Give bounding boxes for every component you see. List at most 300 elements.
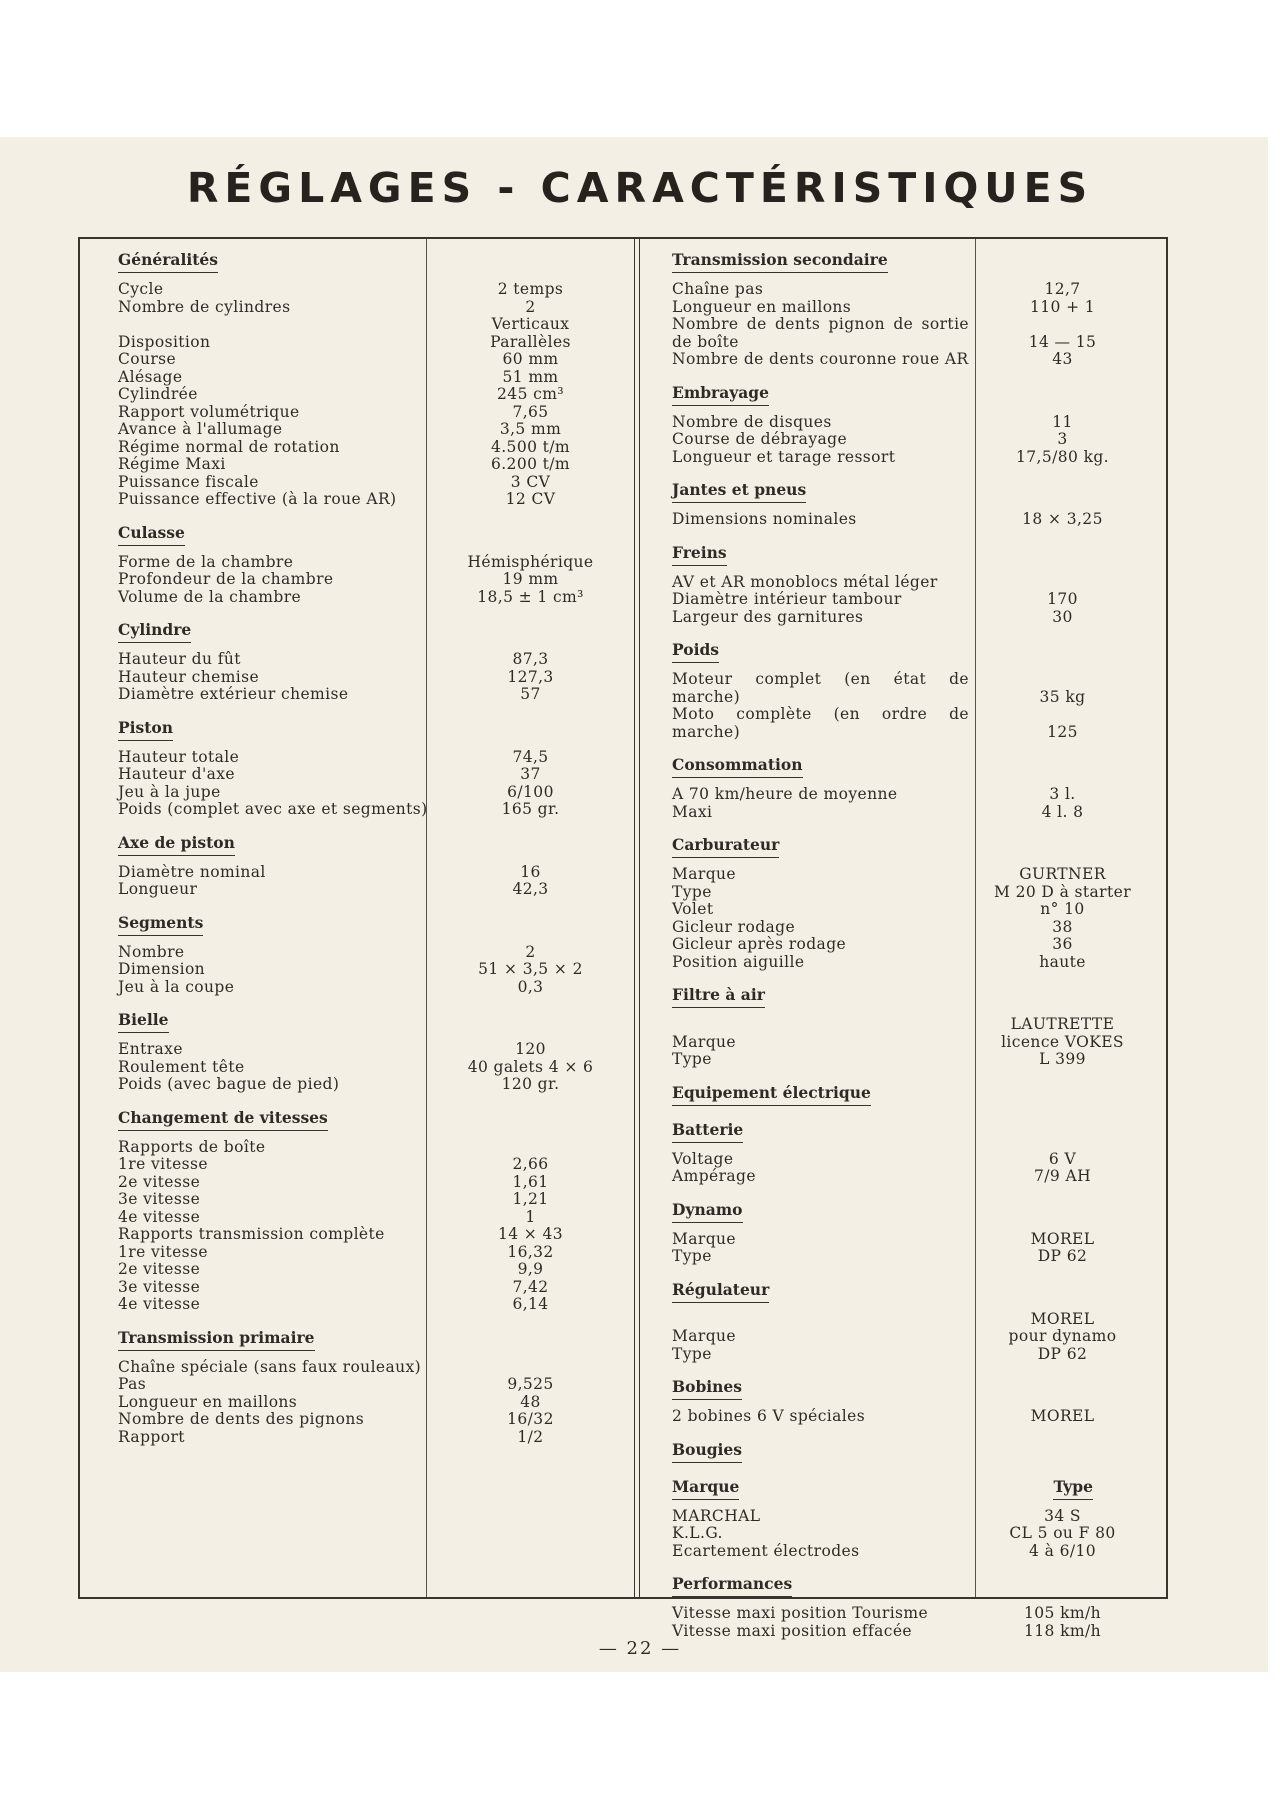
spec-value: 7,42	[512, 1277, 549, 1296]
spec-label: Maxi	[672, 802, 713, 821]
section-title: Transmission secondaire	[672, 250, 888, 273]
spec-row	[672, 609, 1156, 627]
section-header	[118, 1010, 633, 1041]
spec-label: Rapport volumétrique	[118, 402, 300, 421]
section-bobines	[672, 1377, 1156, 1426]
spec-label: Course	[118, 350, 177, 368]
spec-label: 1re vitesse	[118, 1155, 208, 1173]
spec-label: 4e vitesse	[118, 1295, 201, 1313]
spec-label: 3e vitesse	[118, 1277, 201, 1296]
section-title: Performances	[672, 1574, 792, 1597]
spec-value: 51 mm	[502, 367, 559, 386]
section-dynamo	[672, 1200, 1156, 1266]
spec-label: Voltage	[672, 1149, 734, 1168]
spec-label: Chaîne pas	[672, 280, 764, 298]
spec-value: GURTNER	[1019, 865, 1106, 883]
spec-row	[672, 706, 1156, 741]
spec-value: 30	[1052, 607, 1073, 626]
spec-value: 12 CV	[505, 490, 556, 508]
spec-row	[672, 1168, 1156, 1186]
spec-row	[118, 801, 633, 819]
spec-value: 60 mm	[502, 350, 559, 368]
section-header	[118, 913, 633, 944]
section-header	[672, 640, 1156, 671]
spec-value: 9,9	[517, 1260, 544, 1278]
spec-row	[672, 431, 1156, 449]
spec-label: Course de débrayage	[672, 430, 848, 448]
spec-label: Hauteur d'axe	[118, 765, 235, 783]
spec-value: 7,65	[512, 402, 549, 421]
section-title: Jantes et pneus	[672, 480, 806, 503]
section-filtre-a-air	[672, 985, 1156, 1069]
spec-row	[672, 1016, 1156, 1051]
spec-value: 120 gr.	[501, 1075, 560, 1093]
section-title: Segments	[118, 913, 203, 936]
spec-label: Longueur	[118, 880, 198, 898]
section-header	[672, 1377, 1156, 1408]
spec-label: Hauteur totale	[118, 747, 240, 766]
section-header	[672, 1440, 1156, 1463]
section-title: Axe de piston	[118, 833, 235, 856]
spec-label: Type	[672, 1344, 712, 1363]
spec-value: 165 gr.	[501, 800, 560, 818]
spec-label: Ecartement électrodes	[672, 1541, 860, 1560]
spec-label: Poids (complet avec axe et segments)	[118, 800, 428, 818]
spec-row	[672, 281, 1156, 299]
spec-row	[118, 1076, 633, 1094]
spec-row	[672, 316, 1156, 351]
spec-value: 14 — 15	[1028, 332, 1097, 351]
spec-label: Nombre de dents des pignons	[118, 1410, 365, 1428]
section-header	[672, 1200, 1156, 1231]
spec-row	[118, 1209, 633, 1227]
spec-label: Nombre de disques	[672, 412, 832, 431]
spec-label: Largeur des garnitures	[672, 607, 864, 626]
spec-value: 74,5	[512, 747, 549, 766]
spec-row	[118, 589, 633, 607]
spec-label: Gicleur après rodage	[672, 935, 847, 953]
section-header	[672, 1280, 1156, 1311]
spec-row	[118, 439, 633, 457]
spec-label: Cylindrée	[118, 385, 198, 403]
spec-value: 1,21	[512, 1190, 549, 1208]
section-title: Batterie	[672, 1120, 743, 1143]
spec-row	[672, 1248, 1156, 1266]
spec-label: Rapport	[118, 1427, 185, 1446]
section-freins	[672, 543, 1156, 627]
spec-value: 6/100	[507, 782, 554, 801]
spec-row	[118, 784, 633, 802]
spec-row	[118, 1394, 633, 1412]
spec-value: 2,66	[512, 1155, 549, 1173]
spec-value: 43	[1052, 350, 1073, 368]
spec-row	[672, 351, 1156, 369]
spec-value: 18,5 ± 1 cm³	[477, 587, 584, 606]
spec-row	[118, 456, 633, 474]
spec-row	[672, 901, 1156, 919]
section-header	[118, 620, 633, 651]
section-title: Changement de vitesses	[118, 1108, 328, 1131]
spec-value: 105 km/h	[1023, 1604, 1101, 1622]
spec-value: 37	[520, 765, 541, 783]
section-title: Carburateur	[672, 835, 779, 858]
spec-label: Gicleur rodage	[672, 917, 796, 936]
spec-value: 6 V	[1048, 1149, 1077, 1168]
spec-value: 17,5/80 kg.	[1015, 447, 1110, 466]
spec-row	[672, 1051, 1156, 1069]
spec-row	[672, 884, 1156, 902]
spec-value: 16,32	[507, 1242, 554, 1261]
section-transmission-secondaire	[672, 250, 1156, 369]
section-title: Piston	[118, 718, 173, 741]
spec-row	[672, 936, 1156, 954]
spec-label: Nombre de dents pignon de sortie de boîte	[672, 315, 969, 351]
spec-row	[118, 369, 633, 387]
spec-value: 9,525	[507, 1375, 554, 1393]
spec-value: 3 CV	[510, 472, 551, 491]
spec-label: Puissance effective (à la roue AR)	[118, 490, 397, 508]
spec-label: Rapports de boîte	[118, 1137, 266, 1156]
spec-value: MOREL pour dynamo	[1008, 1309, 1117, 1345]
section-header	[672, 1120, 1156, 1151]
section-changement-de-vitesses	[118, 1108, 633, 1314]
spec-value: 19 mm	[502, 570, 559, 588]
spec-value: 12,7	[1044, 280, 1081, 298]
spec-value: 42,3	[512, 880, 549, 898]
section-title: Généralités	[118, 250, 218, 273]
spec-label: Forme de la chambre	[118, 552, 294, 571]
spec-row	[118, 669, 633, 687]
spec-row	[118, 1359, 633, 1377]
spec-row	[672, 591, 1156, 609]
section-title: Filtre à air	[672, 985, 765, 1008]
spec-value: 40 galets 4 × 6	[467, 1057, 594, 1076]
spec-value: Verticaux Parallèles	[490, 315, 571, 351]
spec-row	[118, 881, 633, 899]
spec-row	[672, 1408, 1156, 1426]
section-batterie	[672, 1120, 1156, 1186]
spec-row	[118, 474, 633, 492]
section-title: Bobines	[672, 1377, 742, 1400]
spec-label: Diamètre nominal	[118, 862, 266, 881]
spec-label: 2e vitesse	[118, 1260, 201, 1278]
section-poids	[672, 640, 1156, 741]
spec-row	[118, 749, 633, 767]
spec-label: Volume de la chambre	[118, 587, 302, 606]
spec-label: Profondeur de la chambre	[118, 570, 334, 588]
section-title: Dynamo	[672, 1200, 743, 1223]
spec-value: 14 × 43	[497, 1225, 564, 1243]
section-title-type: Type	[1053, 1477, 1093, 1500]
section-header	[672, 250, 1156, 281]
spec-label: AV et AR monoblocs métal léger	[672, 572, 938, 591]
spec-label: Hauteur du fût	[118, 650, 241, 668]
spec-label: Rapports transmission complète	[118, 1225, 385, 1243]
spec-label: Type	[672, 1050, 712, 1068]
section-header	[118, 1328, 633, 1359]
spec-value: 2	[525, 297, 536, 316]
spec-row	[118, 1376, 633, 1394]
spec-label: Alésage	[118, 367, 183, 386]
spec-row	[118, 421, 633, 439]
spec-value: 87,3	[512, 650, 549, 668]
spec-label: Nombre	[118, 942, 185, 961]
spec-label: Dimensions nominales	[672, 510, 857, 528]
spec-row	[672, 1605, 1156, 1623]
section-title: Marque	[672, 1477, 739, 1500]
spec-value: 3 l.	[1049, 785, 1076, 803]
spec-value: 34 S	[1044, 1506, 1081, 1525]
section-header	[118, 833, 633, 864]
section-equipement-electrique	[672, 1083, 1156, 1106]
spec-row	[118, 1279, 633, 1297]
spec-row	[672, 919, 1156, 937]
section-title: Consommation	[672, 755, 803, 778]
spec-value: 1,61	[512, 1172, 549, 1191]
spec-row	[672, 1543, 1156, 1561]
spec-label: Disposition	[118, 332, 211, 351]
spec-value: CL 5 ou F 80	[1009, 1524, 1116, 1542]
spec-value: M 20 D à starter	[993, 882, 1131, 901]
spec-value: 7/9 AH	[1034, 1167, 1091, 1185]
spec-value: 11	[1052, 412, 1073, 431]
spec-value: LAUTRETTE licence VOKES	[1001, 1015, 1124, 1051]
spec-label: Dimension	[118, 960, 206, 978]
spec-row	[118, 571, 633, 589]
spec-label: Vitesse maxi position Tourisme	[672, 1604, 929, 1622]
spec-label: Volet	[672, 900, 714, 918]
spec-value: 1	[525, 1207, 536, 1226]
section-jantes-et-pneus	[672, 480, 1156, 529]
spec-label: Longueur et tarage ressort	[672, 447, 896, 466]
section-generalites	[118, 250, 633, 509]
spec-value: MOREL	[1030, 1229, 1095, 1248]
spec-row	[118, 1139, 633, 1157]
spec-label: Jeu à la coupe	[118, 977, 235, 996]
spec-value: 35 kg	[1039, 687, 1086, 706]
spec-value: 48	[520, 1392, 541, 1411]
spec-row	[672, 1231, 1156, 1249]
spec-value: 4 l. 8	[1041, 802, 1084, 821]
section-title: Transmission primaire	[118, 1328, 315, 1351]
spec-value: 1/2	[517, 1427, 544, 1446]
spec-row	[118, 1261, 633, 1279]
spec-row	[118, 686, 633, 704]
section-title: Bielle	[118, 1010, 169, 1033]
section-consommation	[672, 755, 1156, 821]
spec-row	[672, 1151, 1156, 1169]
section-bougies	[672, 1440, 1156, 1463]
spec-value: 125	[1047, 722, 1078, 741]
spec-label: Diamètre intérieur tambour	[672, 590, 902, 608]
spec-label: 2e vitesse	[118, 1172, 201, 1191]
section-axe-de-piston	[118, 833, 633, 899]
page-title: RÉGLAGES - CARACTÉRISTIQUES	[186, 164, 1094, 212]
spec-value: 38	[1052, 917, 1073, 936]
spec-row	[672, 511, 1156, 529]
spec-label: Position aiguille	[672, 952, 805, 971]
spec-row	[672, 866, 1156, 884]
spec-label: Marque	[672, 1327, 736, 1345]
spec-row	[118, 1156, 633, 1174]
spec-label: Régime Maxi	[118, 455, 226, 473]
section-performances	[672, 1574, 1156, 1640]
spec-label: Pas	[118, 1375, 147, 1393]
spec-label: Puissance fiscale	[118, 472, 259, 491]
spec-row	[118, 386, 633, 404]
spec-row	[672, 299, 1156, 317]
spec-row	[118, 1429, 633, 1447]
spec-label: 4e vitesse	[118, 1207, 201, 1226]
spec-label: Marque	[672, 865, 736, 883]
spec-label: 2 bobines 6 V spéciales	[672, 1407, 866, 1425]
spec-row	[672, 574, 1156, 592]
section-header	[118, 523, 633, 554]
spec-row	[118, 1411, 633, 1429]
spec-row	[672, 449, 1156, 467]
spec-label: 3e vitesse	[118, 1190, 201, 1208]
spec-label: Diamètre extérieur chemise	[118, 685, 349, 703]
spec-row	[672, 1346, 1156, 1364]
spec-label: A 70 km/heure de moyenne	[672, 785, 898, 803]
spec-value: 3	[1057, 430, 1068, 448]
spec-label: Vitesse maxi position effacée	[672, 1621, 912, 1640]
spec-value: DP 62	[1037, 1247, 1088, 1265]
section-cylindre	[118, 620, 633, 704]
spec-value: haute	[1039, 952, 1086, 971]
spec-row	[118, 1296, 633, 1314]
section-title: Bougies	[672, 1440, 742, 1463]
section-header	[672, 543, 1156, 574]
spec-row	[118, 1174, 633, 1192]
spec-value: 57	[520, 685, 541, 703]
spec-label: Cycle	[118, 280, 164, 298]
spec-label: Longueur en maillons	[118, 1392, 298, 1411]
section-title: Cylindre	[118, 620, 191, 643]
section-header	[672, 755, 1156, 786]
spec-label: Type	[672, 1247, 712, 1265]
spec-label: Nombre de cylindres	[118, 297, 291, 316]
spec-row	[118, 281, 633, 299]
spec-row	[118, 1041, 633, 1059]
spec-value: n° 10	[1040, 900, 1085, 918]
section-regulateur	[672, 1280, 1156, 1364]
section-header	[672, 1477, 1156, 1508]
section-title: Poids	[672, 640, 719, 663]
spec-row	[672, 671, 1156, 706]
spec-row	[118, 316, 633, 351]
spec-row	[118, 554, 633, 572]
spec-row	[118, 651, 633, 669]
spec-value: 36	[1052, 935, 1073, 953]
spec-label: Régime normal de rotation	[118, 437, 340, 456]
spec-value: 245 cm³	[497, 385, 564, 403]
spec-row	[118, 1059, 633, 1077]
section-title: Embrayage	[672, 383, 769, 406]
spec-row	[672, 954, 1156, 972]
spec-value: Hémisphérique	[467, 552, 594, 571]
spec-row	[672, 804, 1156, 822]
section-title: Culasse	[118, 523, 185, 546]
spec-row	[118, 1226, 633, 1244]
spec-label: Moto complète (en ordre de marche)	[672, 705, 969, 741]
spec-value: 170	[1047, 590, 1078, 608]
spec-label: Moteur complet (en état de marche)	[672, 670, 969, 706]
spec-label: Hauteur chemise	[118, 667, 260, 686]
spec-row	[118, 1244, 633, 1262]
section-header	[672, 985, 1156, 1016]
section-title: Equipement électrique	[672, 1083, 871, 1106]
spec-value: MOREL	[1030, 1407, 1095, 1425]
spec-value: 0,3	[517, 977, 544, 996]
spec-row	[118, 351, 633, 369]
section-header	[672, 1574, 1156, 1605]
section-embrayage	[672, 383, 1156, 467]
spec-row	[672, 786, 1156, 804]
spec-value: 51 × 3,5 × 2	[478, 960, 583, 978]
section-marque	[672, 1477, 1156, 1561]
page-number: — 22 —	[598, 1638, 682, 1659]
left-column	[118, 250, 633, 1460]
spec-label: Marque	[672, 1032, 736, 1051]
section-header	[118, 1108, 633, 1139]
section-title: Freins	[672, 543, 727, 566]
spec-row	[672, 1508, 1156, 1526]
spec-row	[118, 766, 633, 784]
spec-value: 4.500 t/m	[490, 437, 571, 456]
spec-row	[118, 979, 633, 997]
spec-label: Nombre de dents couronne roue AR	[672, 350, 969, 368]
spec-value: 16/32	[507, 1410, 554, 1428]
section-header	[672, 480, 1156, 511]
spec-label: Jeu à la jupe	[118, 782, 221, 801]
spec-value: 2	[525, 942, 536, 961]
spec-row	[672, 1311, 1156, 1346]
section-header	[118, 250, 633, 281]
spec-label: Marque	[672, 1229, 736, 1248]
section-carburateur	[672, 835, 1156, 971]
spec-label: Entraxe	[118, 1040, 183, 1058]
spec-row	[118, 1191, 633, 1209]
spec-label: 1re vitesse	[118, 1242, 208, 1261]
spec-value: DP 62	[1037, 1344, 1088, 1363]
spec-label: Poids (avec bague de pied)	[118, 1075, 340, 1093]
spec-row	[672, 414, 1156, 432]
spec-value: 18 × 3,25	[1022, 510, 1103, 528]
section-header	[672, 383, 1156, 414]
spec-label: Roulement tête	[118, 1057, 245, 1076]
spec-label: Longueur en maillons	[672, 297, 852, 316]
section-header	[118, 718, 633, 749]
spec-row	[118, 944, 633, 962]
spec-label: Chaîne spéciale (sans faux rouleaux)	[118, 1357, 422, 1376]
spec-value: 4 à 6/10	[1029, 1541, 1096, 1560]
column-divider	[634, 239, 640, 1597]
spec-label: MARCHAL	[672, 1506, 761, 1525]
spec-label: Type	[672, 882, 712, 901]
spec-value: 118 km/h	[1023, 1621, 1101, 1640]
spec-value: 6,14	[512, 1295, 549, 1313]
spec-value: 127,3	[507, 667, 554, 686]
section-header	[672, 1083, 1156, 1106]
right-column	[672, 250, 1156, 1654]
section-piston	[118, 718, 633, 819]
spec-label: Avance à l'allumage	[118, 420, 283, 438]
spec-value: 6.200 t/m	[490, 455, 571, 473]
spec-value: 3,5 mm	[499, 420, 562, 438]
spec-row	[118, 961, 633, 979]
section-header	[672, 835, 1156, 866]
